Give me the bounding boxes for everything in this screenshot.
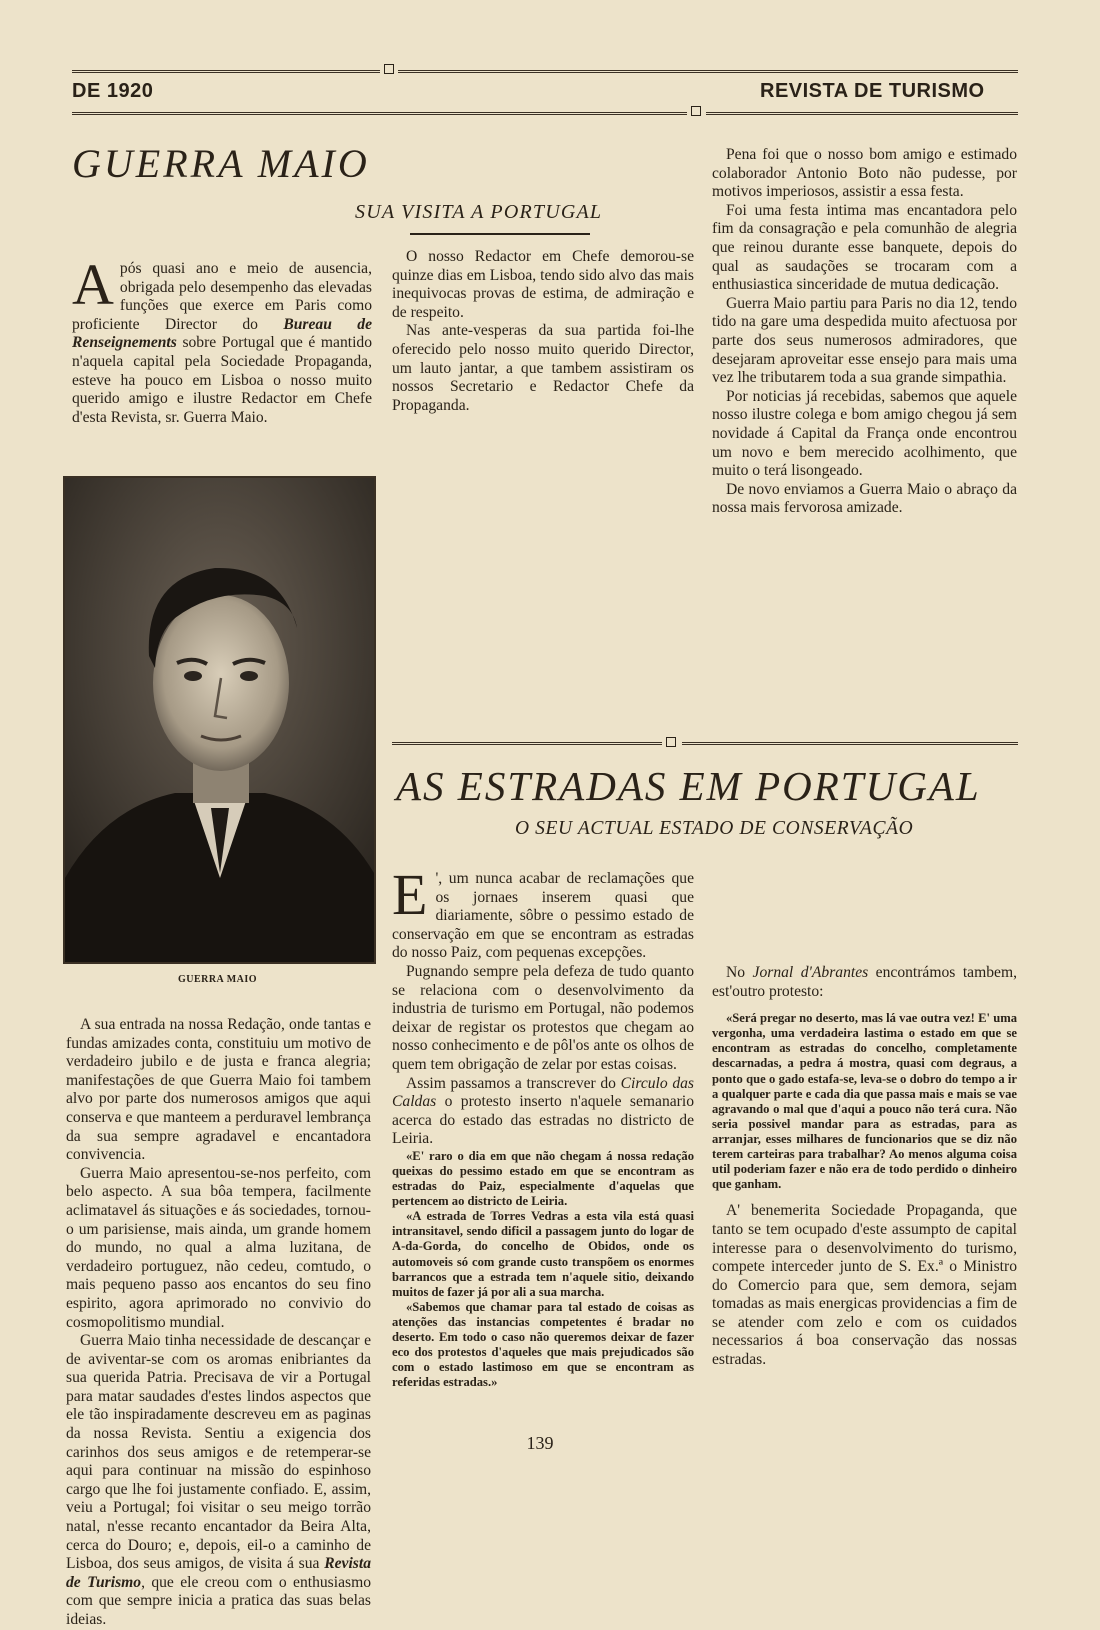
quoted-paragraph: «E' raro o dia em que não chegam á nossa redação queixas do pessimo estado em que se encontram as estradas do Paiz, especialmente d'aquelas que pertencem ao districto de Leiria. (392, 1148, 694, 1209)
article1-paragraph: Pena foi que o nosso bom amigo e estimado colaborador Antonio Boto não pudesse, por motivos imperiosos, assistir a essa festa. (712, 146, 1017, 201)
section-divider-left (392, 742, 662, 745)
header-top-rule-left (72, 70, 380, 73)
article-title: GUERRA MAIO (72, 141, 370, 186)
text-span: , que ele creou com o enthusiasmo com que sempre inicia a pratica das suas belas ideias. (66, 1573, 371, 1628)
article1-paragraph: Guerra Maio apresentou-se-nos perfeito, com belo aspecto. A sua bôa tempera, facilmente aclimatavel ás situações e ás sociedades, tornou-o um parisiense, mais ainda, um grande homem do mundo, no qual a alma luzitana, de verdadeiro portuguez, não cedeu, comtudo, o mais pequeno passo aos encantos do seu fino espirito, agora aprimorado no convivio do cosmopolitismo mundial. (66, 1164, 371, 1331)
article1-paragraph: Guerra Maio partiu para Paris no dia 12, tendo tido na gare uma despedida muito afectuosa por parte dos seus numerosos admiradores, que desejaram aproveitar esse ensejo para mais uma vez lhe tributarem toda a sua grande simpathia. (712, 294, 1017, 387)
article1-intro-column (72, 252, 372, 427)
article2-column-2 (712, 964, 1017, 1370)
ornament-box (666, 737, 676, 747)
article2-paragraph: A' benemerita Sociedade Propaganda, que tanto se tem ocupado d'este assumpto de capital interesse para o desenvolvimento do turismo, compete interceder junto de S. Ex.ª o Ministro do Comercio para que, sem demora, sejam tomadas as mais energicas providencias a fim de se atender com zelo e com os cuidados necessarios á boa conservação das nossas estradas. (712, 1202, 1017, 1369)
text-span: ', um nunca acabar de reclamações que os jornaes inserem quasi que diariamente, sôbre o pessimo estado de conservação em que se encontram as estradas do nosso Paiz, com pequenas excepções. (392, 870, 694, 962)
article2-subtitle: O SEU ACTUAL ESTADO DE CONSERVAÇÃO (515, 818, 914, 839)
section-divider-right (682, 742, 1018, 745)
article2-paragraph (712, 964, 1017, 1001)
article1-paragraph (66, 1332, 371, 1630)
text-span: sobre Portugal que é mantido n'aquela capital pela Sociedade Propaganda, esteve ha pouco em Lisboa o nosso muito querido amigo e ilustre Redactor em Chefe d'esta Revista, sr. Guerra Maio. (72, 334, 372, 426)
text-span: encontrámos tambem, est'outro protesto: (712, 964, 1017, 1000)
article2-column-1 (392, 862, 694, 1390)
newspaper-name: Jornal d'Abrantes (752, 964, 869, 981)
article2-title: AS ESTRADAS EM PORTUGAL (396, 763, 981, 809)
page-number: 139 (526, 1433, 554, 1453)
header-top-rule-right (398, 70, 1018, 73)
text-span: Guerra Maio tinha necessidade de descançar e de aviventar-se com os aromas enibriantes da sua querida Patria. Precisava de vir a Portugal para matar saudades d'estes lindos aspectos que ele tão inspiradamente descreveu em as paginas da nossa Revista. Sentiu a exigencia dos carinhos dos seus amigos e de retemperar-se aqui para continuar na missão do espinhoso cargo que lhe foi justamente confiado. E, assim, veiu a Portugal; foi visitar o seu meigo torrão natal, n'esse recanto encantador da Beira Alta, cerca do Douro; e, depois, eil-o a caminho de Lisboa, dos seus amigos, de visita á sua (66, 1332, 371, 1573)
header-bottom-rule-left (72, 112, 687, 115)
article1-intro-paragraph (72, 252, 372, 427)
ornament-box (691, 106, 701, 116)
portrait-illustration (65, 478, 374, 962)
article1-paragraph: A sua entrada na nossa Redação, onde tantas e fundas amizades conta, constituiu um motivo de verdadeiro jubilo e de justa e franca alegria; manifestações de que Guerra Maio foi tambem alvo por parte dos numerosos amigos que aqui conserva e que manteem a perduravel lembrança da sua sempre agradavel e encantadora convivencia. (66, 1016, 371, 1164)
article2-paragraph: Pugnando sempre pela defeza de tudo quanto se relaciona com o desenvolvimento da industria de turismo em Portugal, não podemos deixar de registar os protestos que chegam ao nosso conhecimento e de pôl'os ante os olhos de quem tem obrigação de zelar por estas coisas. (392, 962, 694, 1073)
drop-cap: A (72, 252, 114, 317)
article1-paragraph: Nas ante-vesperas da sua partida foi-lhe oferecido pelo nosso muito querido Director, um lauto jantar, a que tambem assistiram os nossos Secretario e Redactor Chefe da Propaganda. (392, 322, 694, 414)
text-span: o protesto inserto n'aquele semanario acerca do estado das estradas no districto de Leiria. (392, 1093, 694, 1148)
header-magazine-title: REVISTA DE TURISMO (760, 80, 985, 102)
bureau-name: Bureau de Renseignements (72, 315, 372, 352)
photo-caption: GUERRA MAIO (177, 974, 258, 985)
article1-paragraph: Por noticias já recebidas, sabemos que aquele nosso ilustre colega e bom amigo chegou já sem novidade á Capital da França onde encontrou um novo e bem merecido acolhimento, que muito o terá lisongeado. (712, 387, 1017, 480)
subtitle-rule (410, 233, 590, 235)
magazine-name: Revista de Turismo (66, 1555, 371, 1591)
newspaper-name: Circulo das Caldas (392, 1074, 694, 1111)
text-span: pós quasi ano e meio de ausencia, obrigada pelo desempenho das elevadas funções que exerce em Paris como proficiente Director do (72, 260, 372, 333)
article1-paragraph: Foi uma festa intima mas encantadora pelo fim da consagração e pela comunhão de alegria que reinou durante esse banquete, depois do qual as saudações se trocaram com a enthusiastica sinceridade de mutua dedicação. (712, 201, 1017, 294)
article-subtitle: SUA VISITA A PORTUGAL (355, 201, 603, 223)
text-span: Assim passamos a transcrever do (406, 1074, 621, 1092)
ornament-box (384, 64, 394, 74)
text-span: No (726, 964, 753, 981)
header-bottom-rule-right (706, 112, 1018, 115)
article1-paragraph: De novo enviamos a Guerra Maio o abraço da nossa mais fervorosa amizade. (712, 480, 1017, 517)
article1-paragraph: O nosso Redactor em Chefe demorou-se quinze dias em Lisboa, tendo sido alvo das mais inequivocas provas de estima, de admiração e de respeito. (392, 248, 694, 321)
portrait-photo (63, 476, 376, 964)
quoted-paragraph: «Sabemos que chamar para tal estado de coisas as atenções das instancias competentes é bradar no deserto. Em todo o caso não queremos deixar de fazer eco dos protestos d'aqueles que mais prejudicados são com o estado lastimoso em que se encontram as referidas estradas.» (392, 1299, 694, 1390)
article1-column-1 (66, 1016, 371, 1630)
article1-column-3 (712, 146, 1017, 518)
quoted-paragraph: «A estrada de Torres Vedras a esta vila está quasi intransitavel, sendo dificil a passagem junto do logar de A-da-Gorda, do concelho de Obidos, onde os automoveis só com grande custo transpõem os enormes barrancos que a estrada tem n'aquele sitio, deixando muitos de fazer já por ali a sua marcha. (392, 1209, 694, 1299)
drop-cap: E (392, 862, 428, 927)
article1-column-2 (392, 248, 694, 718)
quoted-paragraph: «Será pregar no deserto, mas lá vae outra vez! E' uma vergonha, uma verdadeira lastima o estado em que se encontram as estradas do concelho, completamente descarnadas, a pedra á mostra, quasi com degraus, a ponto que o gado estafa-se, leva-se o dobro do tempo a ir a qualquer parte e cada dia que passa mais e mais se vae agravando o mal que d'aqui a pouco não terá cura. Não seria possivel mandar para as estradas, para as arranjar, esses milhares de funcionarios que se diz não terem carteiras para trabalhar? Ao menos alguma coisa util poderiam fazer e não era de todo perdido o dinheiro que ganham. (712, 1011, 1017, 1192)
article2-paragraph (392, 862, 694, 963)
header-date: DE 1920 (72, 80, 154, 102)
article2-paragraph (392, 1075, 694, 1149)
